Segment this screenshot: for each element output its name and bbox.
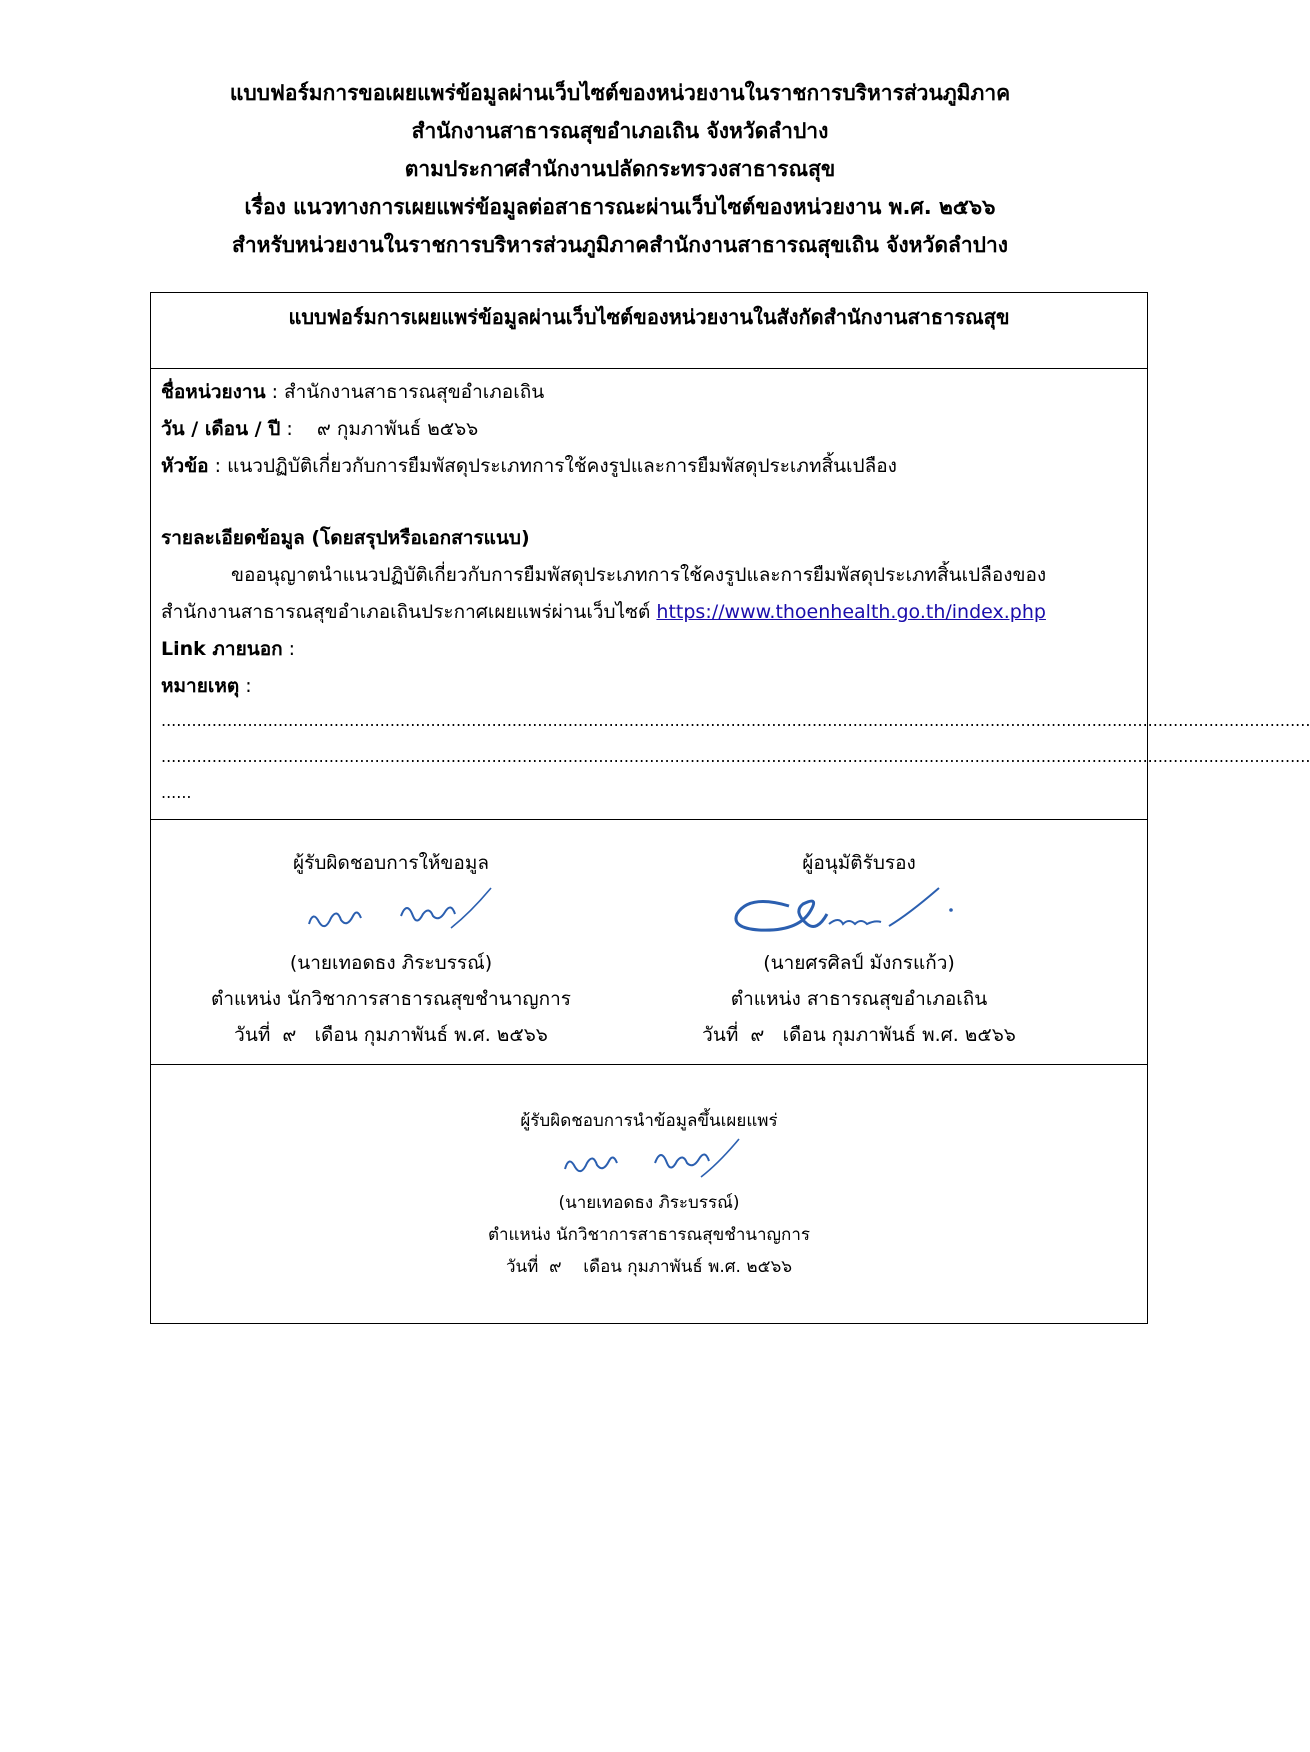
left-name: (นายเทอดธง ภิระบรรณ์) bbox=[289, 952, 493, 974]
publisher-name: (นายเทอดธง ภิระบรรณ์) bbox=[558, 1193, 740, 1213]
right-name: (นายศรศิลป์ มังกรแก้ว) bbox=[763, 952, 955, 974]
header-line-4: เรื่อง แนวทางการเผยแพร่ข้อมูลต่อสาธารณะผ่านเว็บไซต์ของหน่วยงาน พ.ศ. ๒๕๖๖ bbox=[244, 195, 996, 219]
publisher-position: ตำแหน่ง นักวิชาการสาธารณสุขชำนาญการ bbox=[487, 1225, 811, 1245]
right-position: ตำแหน่ง สาธารณสุขอำเภอเถิน bbox=[730, 988, 988, 1010]
publisher-section bbox=[151, 1065, 1147, 1323]
unit-label: ชื่อหน่วยงาน bbox=[161, 381, 266, 403]
website-link[interactable]: https://www.thoenhealth.go.th/index.php bbox=[656, 601, 1046, 623]
document-header bbox=[0, 74, 1240, 264]
detail-text-2: สำนักงานสาธารณสุขอำเภอเถินประกาศเผยแพร่ผ่านเว็บไซต์ bbox=[161, 601, 657, 623]
header-line-1: แบบฟอร์มการขอเผยแพร่ข้อมูลผ่านเว็บไซต์ของหน่วยงานในราชการบริหารส่วนภูมิภาค bbox=[229, 81, 1011, 105]
remark-row bbox=[161, 671, 252, 701]
header-line-2: สำนักงานสาธารณสุขอำเภอเถิน จังหวัดลำปาง bbox=[411, 119, 829, 143]
topic-label: หัวข้อ bbox=[161, 455, 209, 477]
header-line-5: สำหรับหน่วยงานในราชการบริหารส่วนภูมิภาคสำนักงานสาธารณสุขเถิน จังหวัดลำปาง bbox=[232, 233, 1008, 257]
header-line-3: ตามประกาศสำนักงานปลัดกระทรวงสาธารณสุข bbox=[404, 157, 836, 181]
publisher-date: วันที่ ๙ เดือน กุมภาพันธ์ พ.ศ. ๒๕๖๖ bbox=[505, 1257, 793, 1277]
date-value: : ๙ กุมภาพันธ์ ๒๕๖๖ bbox=[280, 418, 479, 440]
form-title-section bbox=[151, 293, 1147, 369]
form-box bbox=[150, 292, 1310, 1324]
detail-text-line-2 bbox=[161, 597, 1046, 627]
date-label: วัน / เดือน / ปี bbox=[161, 418, 281, 440]
left-signature-image bbox=[301, 886, 501, 942]
external-link-row bbox=[161, 634, 295, 664]
publisher-signature-image bbox=[559, 1133, 749, 1185]
date-row bbox=[161, 414, 478, 444]
topic-value: : แนวปฏิบัติเกี่ยวกับการยืมพัสดุประเภทการใช้คงรูปและการยืมพัสดุประเภทสิ้นเปลือง bbox=[208, 455, 897, 477]
remark-label: หมายเหตุ bbox=[161, 675, 240, 697]
right-role: ผู้อนุมัติรับรอง bbox=[802, 852, 916, 874]
unit-value: : สำนักงานสาธารณสุขอำเภอเถิน bbox=[265, 381, 545, 403]
detail-label-row bbox=[161, 523, 530, 553]
remark-value: : bbox=[239, 675, 252, 697]
signature-section bbox=[151, 819, 1147, 1065]
right-date: วันที่ ๙ เดือน กุมภาพันธ์ พ.ศ. ๒๕๖๖ bbox=[702, 1024, 1016, 1046]
external-link-label: Link ภายนอก bbox=[161, 638, 283, 660]
left-date: วันที่ ๙ เดือน กุมภาพันธ์ พ.ศ. ๒๕๖๖ bbox=[234, 1024, 548, 1046]
remark-dots-line-1: .................................................................................................................................................................................................................................. bbox=[161, 711, 1310, 730]
left-position: ตำแหน่ง นักวิชาการสาธารณสุขชำนาญการ bbox=[211, 988, 571, 1010]
external-link-value: : bbox=[282, 638, 296, 660]
topic-row bbox=[161, 451, 897, 481]
left-role: ผู้รับผิดชอบการให้ขอมูล bbox=[293, 852, 489, 874]
right-signature-image bbox=[729, 886, 969, 946]
detail-label: รายละเอียดข้อมูล (โดยสรุปหรือเอกสารแนบ) bbox=[161, 527, 530, 549]
unit-row bbox=[161, 377, 544, 407]
form-title: แบบฟอร์มการเผยแพร่ข้อมูลผ่านเว็บไซต์ของหน่วยงานในสังกัดสำนักงานสาธารณสุข bbox=[288, 305, 1010, 329]
publisher-role: ผู้รับผิดชอบการนำข้อมูลขึ้นเผยแพร่ bbox=[520, 1111, 778, 1131]
detail-text-line-1: ขออนุญาตนำแนวปฏิบัติเกี่ยวกับการยืมพัสดุประเภทการใช้คงรูปและการยืมพัสดุประเภทสิ้นเปลืองของ bbox=[231, 564, 1047, 586]
remark-dots-line-3: ...... bbox=[161, 783, 192, 802]
remark-dots-line-2: .................................................................................................................................................................................................................................. bbox=[161, 747, 1310, 766]
